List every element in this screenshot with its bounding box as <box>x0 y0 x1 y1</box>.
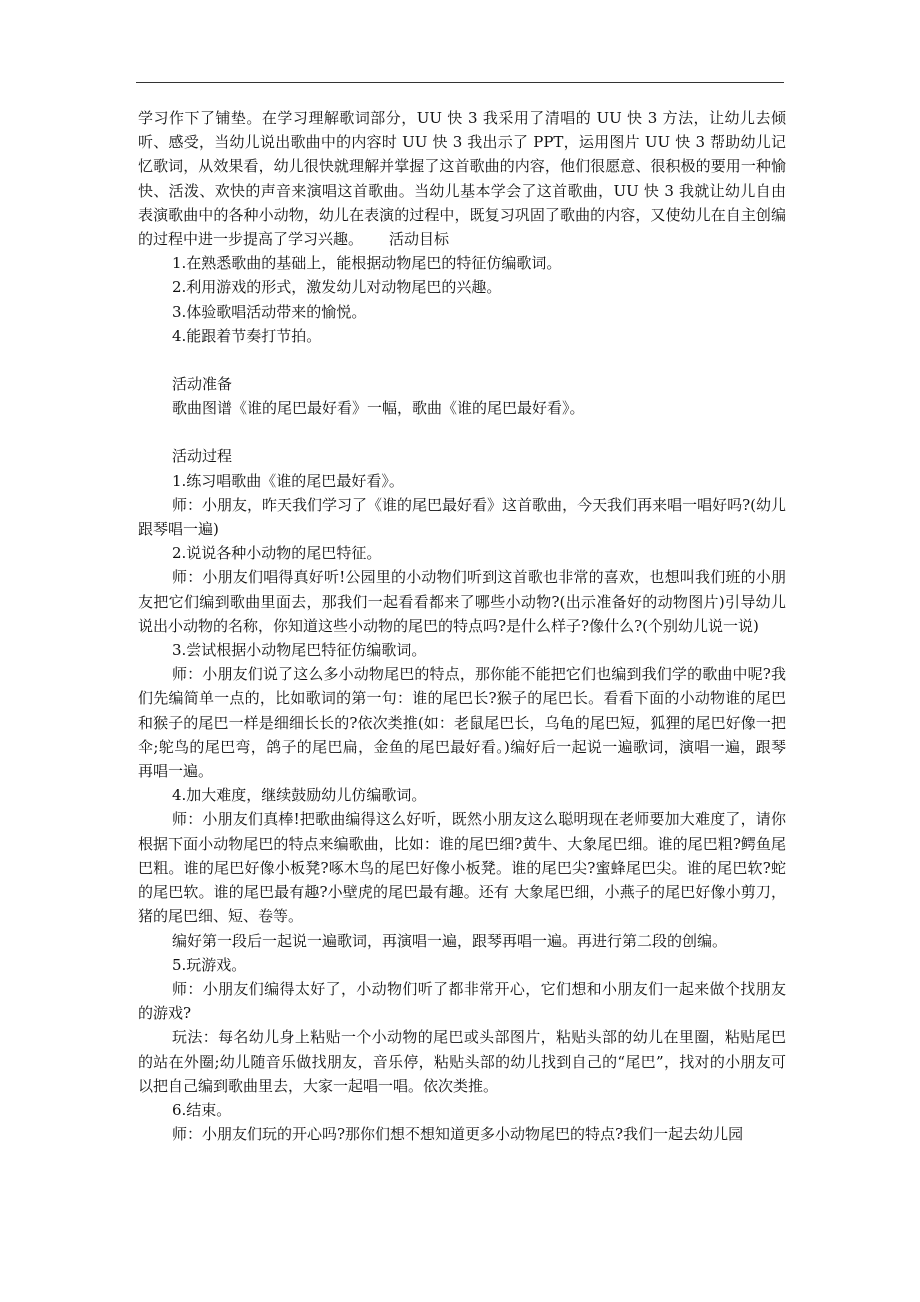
goals-heading: 活动目标 <box>389 230 450 249</box>
process-paragraph: 2.说说各种小动物的尾巴特征。 <box>172 544 382 563</box>
process-paragraph: 1.练习唱歌曲《谁的尾巴最好看》。 <box>172 471 404 490</box>
process-paragraph: 师：小朋友们玩的开心吗?那你们想不想知道更多小动物尾巴的特点?我们一起去幼儿园 <box>172 1125 744 1144</box>
goal-item: 1.在熟悉歌曲的基础上，能根据动物尾巴的特征仿编歌词。 <box>172 254 562 273</box>
process-paragraph: 师：小朋友，昨天我们学习了《谁的尾巴最好看》这首歌曲，今天我们再来唱一唱好吗?(幼儿跟琴唱一遍) <box>138 495 786 539</box>
header-rule <box>136 82 784 83</box>
process-paragraph: 玩法：每名幼儿身上粘贴一个小动物的尾巴或头部图片，粘贴头部的幼儿在里圈，粘贴尾巴的站在外圈;幼儿随音乐做找朋友，音乐停，粘贴头部的幼儿找到自己的“尾巴”，找对的小朋友可以把自己编到歌曲里去，大家一起唱一唱。依次类推。 <box>138 1028 786 1095</box>
goal-item: 3.体验歌唱活动带来的愉悦。 <box>172 302 367 321</box>
goal-item: 4.能跟着节奏打节拍。 <box>172 326 322 345</box>
spacer <box>138 348 786 372</box>
intro-paragraph <box>138 106 786 251</box>
prep-text: 歌曲图谱《谁的尾巴最好看》一幅，歌曲《谁的尾巴最好看》。 <box>172 399 585 418</box>
process-paragraph: 师：小朋友们唱得真好听!公园里的小动物们听到这首歌也非常的喜欢，也想叫我们班的小朋友把它们编到歌曲里面去，那我们一起看看都来了哪些小动物?(出示准备好的动物图片)引导幼儿说出小动物的名称，你知道这些小动物的尾巴的特点吗?是什么样子?像什么?(个别幼儿说一说) <box>138 568 786 635</box>
spacer <box>138 420 786 444</box>
prep-heading: 活动准备 <box>172 375 233 394</box>
document-body <box>138 106 786 1146</box>
process-paragraph: 5.玩游戏。 <box>172 955 247 974</box>
process-paragraph: 师：小朋友们编得太好了，小动物们听了都非常开心，它们想和小朋友们一起来做个找朋友的游戏? <box>138 979 786 1023</box>
goal-item: 2.利用游戏的形式，激发幼儿对动物尾巴的兴趣。 <box>172 278 502 297</box>
process-paragraph: 师：小朋友们真棒!把歌曲编得这么好听，既然小朋友这么聪明现在老师要加大难度了，请你根据下面小动物尾巴的特点来编歌曲，比如：谁的尾巴细?黄牛、大象尾巴细。谁的尾巴粗?鳄鱼尾巴粗。谁的尾巴好像小板凳?啄木鸟的尾巴好像小板凳。谁的尾巴尖?蜜蜂尾巴尖。谁的尾巴软?蛇的尾巴软。谁的尾巴最有趣?小壁虎的尾巴最有趣。还有 大象尾巴细，小燕子的尾巴好像小剪刀，猪的尾巴细、短、卷等。 <box>138 810 786 926</box>
process-paragraph: 3.尝试根据小动物尾巴特征仿编歌词。 <box>172 641 427 660</box>
process-paragraph: 师：小朋友们说了这么多小动物尾巴的特点，那你能不能把它们也编到我们学的歌曲中呢?我们先编简单一点的，比如歌词的第一句：谁的尾巴长?猴子的尾巴长。看看下面的小动物谁的尾巴和猴子的尾巴一样是细细长长的?依次类推(如：老鼠尾巴长，乌龟的尾巴短，狐狸的尾巴好像一把伞;鸵鸟的尾巴弯，鸽子的尾巴扁，金鱼的尾巴最好看。)编好后一起说一遍歌词，演唱一遍，跟琴再唱一遍。 <box>138 665 786 781</box>
process-paragraph: 6.结束。 <box>172 1100 232 1119</box>
process-heading: 活动过程 <box>172 447 233 466</box>
process-paragraph: 编好第一段后一起说一遍歌词，再演唱一遍，跟琴再唱一遍。再进行第二段的创编。 <box>172 931 728 950</box>
intro-text: 学习作下了铺垫。在学习理解歌词部分，UU 快 3 我采用了清唱的 UU 快 3 方法，让幼儿去倾听、感受，当幼儿说出歌曲中的内容时 UU 快 3 我出示了 PPT，运用图片 UU 快 3 帮助幼儿记忆歌词，从效果看，幼儿很快就理解并掌握了这首歌曲的内容，他们很愿意、很积极的要用一种愉快、活泼、欢快的声音来演唱这首歌曲。当幼儿基本学会了这首歌曲，UU 快 3 我就让幼儿自由表演歌曲中的各种小动物，幼儿在表演的过程中，既复习巩固了歌曲的内容，又使幼儿在自主创编的过程中进一步提高了学习兴趣。 <box>138 109 786 249</box>
process-paragraph: 4.加大难度，继续鼓励幼儿仿编歌词。 <box>172 786 427 805</box>
